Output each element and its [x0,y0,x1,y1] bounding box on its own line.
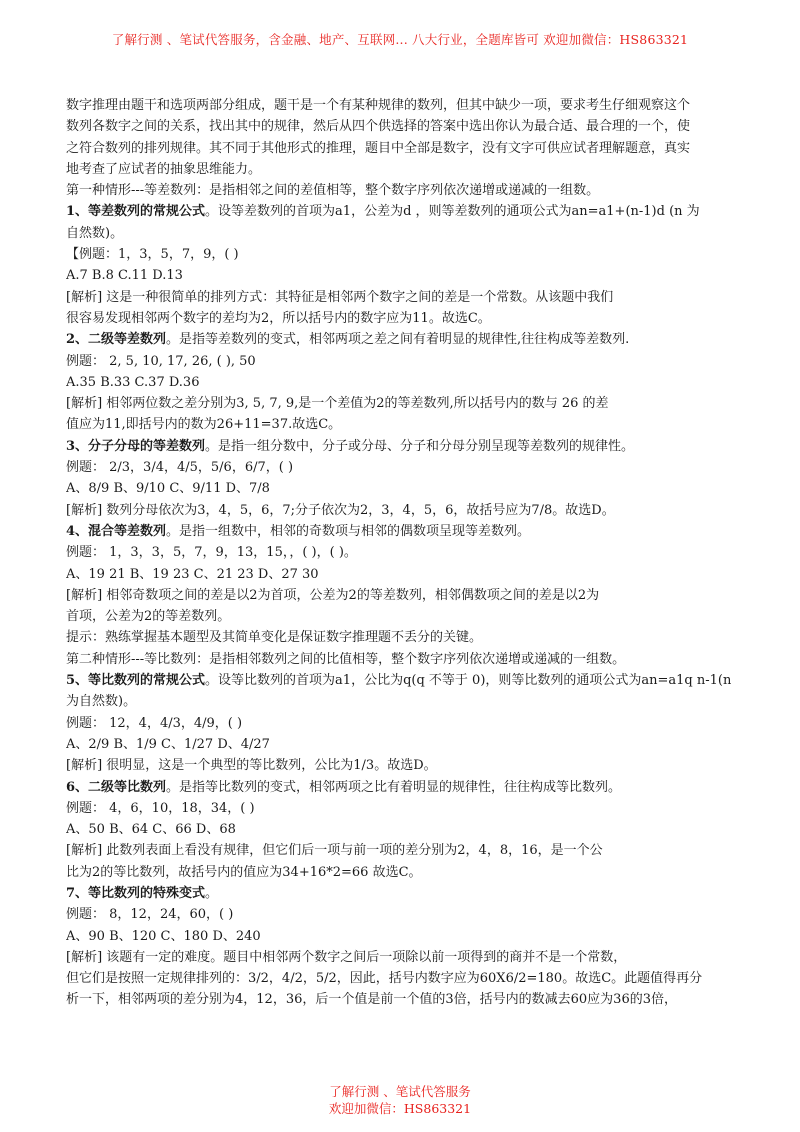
text-line [66,478,738,499]
line-text: 例题： 8，12，24，60，( ) [66,907,234,923]
line-text: [解析] 此数列表面上看没有规律，但它们后一项与前一项的差分别为2，4，8，16，是一个公 [66,843,603,859]
line-text: 数字推理由题干和选项两部分组成，题干是一个有某种规律的数列，但其中缺少一项，要求考生仔细观察这个 [66,98,691,113]
text-line [66,244,738,265]
text-line [66,564,738,585]
line-text: [解析] 很明显，这是一个典型的等比数列，公比为1/3。故选D。 [66,758,437,774]
line-text: 。是指一组分数中，分子或分母、分子和分母分别呈现等差数列的规律性。 [205,438,635,454]
line-text: A.35 B.33 C.37 D.36 [66,374,200,390]
text-line [66,755,738,776]
line-text: A、90 B、120 C、180 D、240 [66,928,261,944]
text-line [66,265,738,286]
text-line [66,521,738,542]
section-heading: 1、等差数列的常规公式 [66,204,206,220]
line-text: 例题： 2/3，3/4，4/5，5/6，6/7，( ) [66,460,294,476]
line-text: 。是指等差数列的变式，相邻两项之差之间有着明显的规律性,往往构成等差数列. [166,332,630,348]
line-text: 第二种情形---等比数列：是指相邻数列之间的比值相等，整个数字序列依次递增或递减的一组数。 [66,651,626,667]
text-line [66,734,738,755]
footer-ad-line-2: 欢迎加微信：HS863321 [328,1101,472,1116]
text-line [66,159,738,180]
section-heading: 4、混合等差数列 [66,523,167,539]
text-line [66,606,738,627]
line-text: 很容易发现相邻两个数字的差均为2，所以括号内的数字应为11。故选C。 [66,310,491,326]
line-text: 。设等比数列的首项为a1，公比为q(q 不等于 0)，则等比数列的通项公式为an=a1q n-1(n [205,673,732,689]
line-text: 析一下，相邻两项的差分别为4，12，36，后一个值是前一个值的3倍，括号内的数减去60应为36的3倍， [66,992,677,1008]
document-body [66,95,738,1011]
text-line [66,116,738,137]
text-line [66,713,738,734]
text-line [66,819,738,840]
line-text: A、2/9 B、1/9 C、1/27 D、4/27 [66,736,270,752]
line-text: 但它们是按照一定规律排列的：3/2，4/2，5/2，因此，括号内数字应为60X6/2=180。故选C。此题值得再分 [66,971,703,987]
section-heading: 5、等比数列的常规公式 [66,673,206,689]
line-text: 之符合数列的排列规律。其不同于其他形式的推理，题目中全部是数字，没有文字可供应试者理解题意，真实 [66,140,691,156]
line-text: 数列各数字之间的关系，找出其中的规律，然后从四个供选择的答案中选出你认为最合适、最合理的一个，使 [66,119,691,135]
text-line [66,883,738,904]
text-line [66,691,738,712]
line-text: 。设等差数列的首项为a1，公差为d ，则等差数列的通项公式为an=a1+(n-1)d (n 为 [205,204,700,220]
text-line [66,95,738,116]
line-text: 首项，公差为2的等差数列。 [66,609,231,625]
text-line [66,904,738,925]
text-line [66,223,738,244]
line-text: 。是指一组数中，相邻的奇数项与相邻的偶数项呈现等差数列。 [166,523,531,539]
section-heading: 7、等比数列的特殊变式 [66,885,206,901]
line-text: [解析] 相邻两位数之差分别为3, 5, 7, 9,是一个差值为2的等差数列,所以括号内的数与 26 的差 [66,396,609,412]
line-text: 自然数)。 [66,225,124,241]
line-text: A、19 21 B、19 23 C、21 23 D、27 30 [66,566,319,582]
text-line [66,393,738,414]
line-text: 地考查了应试者的抽象思维能力。 [66,161,262,177]
line-text: 第一种情形---等差数列：是指相邻之间的差值相等，整个数字序列依次递增或递减的一组数。 [66,183,600,199]
text-line [66,542,738,563]
text-line [66,201,738,222]
line-text: 例题： 12，4，4/3，4/9，( ) [66,715,243,731]
text-line [66,138,738,159]
line-text: 例题： 2, 5, 10, 17, 26, ( ), 50 [66,353,256,369]
text-line [66,968,738,989]
text-line [66,329,738,350]
line-text: 为自然数)。 [66,694,137,710]
text-line [66,926,738,947]
line-text: [解析] 相邻奇数项之间的差是以2为首项，公差为2的等差数列，相邻偶数项之间的差是以2为 [66,587,600,603]
text-line [66,840,738,861]
text-line [66,351,738,372]
line-text: A.7 B.8 C.11 D.13 [66,268,183,284]
text-line [66,989,738,1010]
text-line [66,585,738,606]
text-line [66,670,738,691]
text-line [66,457,738,478]
line-text: [解析] 该题有一定的难度。题目中相邻两个数字之间后一项除以前一项得到的商并不是一个常数， [66,949,627,965]
line-text: 【例题：1，3，5，7，9，( ) [66,247,239,263]
text-line [66,862,738,883]
line-text: [解析] 数列分母依次为3，4，5，6，7;分子依次为2，3，4，5，6，故括号应为7/8。故选D。 [66,502,615,518]
text-line [66,947,738,968]
text-line [66,798,738,819]
text-line [66,436,738,457]
section-heading: 3、分子分母的等差数列 [66,438,206,454]
section-heading: 6、二级等比数列 [66,779,167,795]
line-text: 比为2的等比数列，故括号内的值应为34+16*2=66 故选C。 [66,864,422,880]
text-line [66,372,738,393]
line-text: 。是指等比数列的变式，相邻两项之比有着明显的规律性，往往构成等比数列。 [166,779,622,795]
text-line [66,308,738,329]
line-text: 例题： 1，3，3，5，7，9，13，15，，( )，( )。 [66,545,357,561]
line-text: 。 [205,885,219,901]
line-text: 值应为11,即括号内的数为26+11=37.故选C。 [66,417,342,433]
text-line [66,180,738,201]
header-ad-text: 了解行测 、笔试代答服务，含金融、地产、互联网... 八大行业，全题库皆可 欢迎加微信：HS863321 [111,32,689,47]
text-line [66,287,738,308]
text-line [66,777,738,798]
line-text: A、8/9 B、9/10 C、9/11 D、7/8 [66,481,270,497]
text-line [66,649,738,670]
section-heading: 2、二级等差数列 [66,332,167,348]
footer-ad-line-1: 了解行测 、笔试代答服务 [329,1084,471,1099]
text-line [66,500,738,521]
line-text: [解析] 这是一种很简单的排列方式：其特征是相邻两个数字之间的差是一个常数。从该题中我们 [66,289,614,305]
line-text: 例题： 4，6，10，18，34，( ) [66,800,255,816]
text-line [66,414,738,435]
footer-ad [0,1083,800,1117]
line-text: A、50 B、64 C、66 D、68 [66,822,236,838]
text-line [66,627,738,648]
line-text: 提示：熟练掌握基本题型及其简单变化是保证数字推理题不丢分的关键。 [66,630,483,646]
